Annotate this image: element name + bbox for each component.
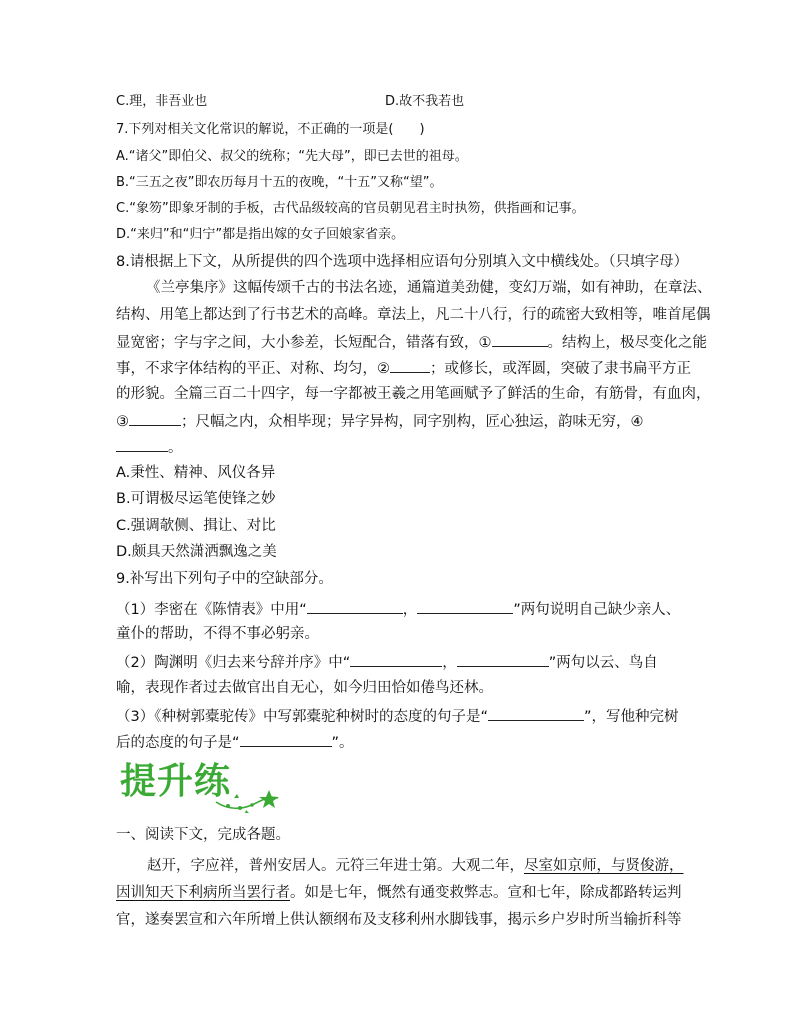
q9-text: 后的态度的句子是“ (116, 735, 240, 751)
q9-item-2 (116, 652, 658, 672)
q9-item-3-cont (116, 732, 354, 752)
q9-text: ， (442, 655, 457, 671)
q7-option-b: B.“三五之夜”即农历每月十五的夜晚，“十五”又称“望”。 (116, 175, 443, 190)
q7-stem: 7.下列对相关文化常识的解说，不正确的一项是( ) (116, 122, 425, 137)
q8-option-a: A.秉性、精神、风仪各异 (116, 465, 276, 481)
q9-item-1-cont: 童仆的帮助，不得不事必躬亲。 (116, 626, 319, 642)
q9-text: ”。 (331, 735, 354, 751)
blank-9-2a[interactable] (350, 652, 442, 667)
q7-option-a: A.“诸父”即伯父、叔父的统称；“先大母”，即已去世的祖母。 (116, 149, 468, 164)
reading-text: 赵开，字应祥，普州安居人。元符三年进士第。大观二年， (147, 858, 524, 874)
blank-9-3b[interactable] (240, 732, 332, 747)
reading-text: 。如是七年，慨然有通变救弊志。宣和七年，除成都路转运判 (290, 885, 682, 901)
q8-option-b: B.可谓极尽运笔使锋之妙 (116, 491, 276, 507)
q8-option-c: C.强调欹侧、揖让、对比 (116, 518, 276, 534)
q9-item-2-cont: 喻，表现作者过去做官出自无心，如今归田恰如倦鸟还林。 (116, 680, 493, 696)
blank-2[interactable] (390, 358, 430, 373)
vine-decoration-icon (214, 780, 284, 814)
q8-option-d: D.颇具天然潇洒飘逸之美 (116, 544, 277, 560)
blank-9-3a[interactable] (488, 706, 584, 721)
section-title: 提升练 (120, 761, 232, 802)
q9-text: （3）《种树郭橐驼传》中写郭橐驼种树时的态度的句子是“ (116, 709, 488, 725)
q7-option-d: D.“来归”和“归宁”都是指出嫁的女子回娘家省亲。 (116, 227, 405, 242)
reading-line (147, 857, 684, 875)
q6-option-d: D.故不我若也 (385, 94, 465, 109)
q9-text: ”两句以云、鸟自 (548, 655, 658, 671)
q8-passage-line (116, 358, 691, 378)
blank-4[interactable] (116, 437, 168, 452)
q8-text: 显宽密；字与字之间，大小参差，长短配合，错落有致，① (116, 335, 492, 351)
q9-item-1 (116, 599, 680, 619)
q9-item-3 (116, 706, 679, 726)
q8-text: ；尺幅之内，众相毕现；异字异构，同字别构，匠心独运，韵味无穷，④ (181, 414, 644, 430)
blank-9-1b[interactable] (417, 599, 513, 614)
q9-text: ， (402, 602, 418, 618)
q8-text: ；或修长，或浑圆，突破了隶书扁平方正 (430, 361, 691, 377)
reading-underlined: 因训知天下利病所当罢行者 (116, 885, 290, 901)
q9-text: ”两句说明自己缺少亲人、 (513, 602, 681, 618)
blank-9-1a[interactable] (307, 599, 403, 614)
q8-passage-line: 结构、用笔上都达到了行书艺术的高峰。章法上，凡二十八行，行的疏密大致相等，唯首尾偶 (116, 307, 711, 323)
q9-text: ”，写他种完树 (584, 709, 679, 725)
reading-line (116, 884, 682, 902)
q8-text: 。 (168, 440, 183, 456)
reading-line: 官，遂奏罢宣和六年所增上供认额纲布及支移利州水脚钱事，揭示乡户岁时所当输折科等 (116, 912, 682, 928)
q8-text: ③ (116, 414, 129, 430)
q8-passage-line (116, 411, 644, 431)
q8-passage-line (116, 437, 183, 457)
q9-text: （1）李密在《陈情表》中用“ (116, 602, 307, 618)
q6-option-c: C.理，非吾业也 (116, 94, 208, 109)
blank-1[interactable] (492, 332, 548, 347)
reading-underlined: 尽室如京师，与贤俊游， (524, 858, 684, 874)
q8-passage-line: 的形貌。全篇三百二十四字，每一字都被王羲之用笔画赋予了鲜活的生命，有筋骨，有血肉， (116, 386, 711, 402)
reading-intro: 一、阅读下文，完成各题。 (116, 827, 290, 843)
blank-9-2b[interactable] (457, 652, 549, 667)
q9-stem: 9.补写出下列句子中的空缺部分。 (116, 571, 333, 587)
q7-option-c: C.“象笏”即象牙制的手板，古代品级较高的官员朝见君主时执笏，供指画和记事。 (116, 201, 585, 216)
q9-text: （2）陶渊明《归去来兮辞并序》中“ (116, 655, 351, 671)
blank-3[interactable] (129, 411, 181, 426)
q8-text: 。结构上，极尽变化之能 (547, 335, 707, 351)
q8-passage-line (116, 332, 707, 352)
q8-passage-line: 《兰亭集序》这幅传颂千古的书法名迹，通篇道美劲健，变幻万端，如有神助，在章法、 (146, 280, 712, 296)
q8-stem: 8.请根据上下文，从所提供的四个选项中选择相应语句分别填入文中横线处。（只填字母） (116, 254, 689, 270)
q8-text: 事，不求字体结构的平正、对称、均匀，② (116, 361, 390, 377)
